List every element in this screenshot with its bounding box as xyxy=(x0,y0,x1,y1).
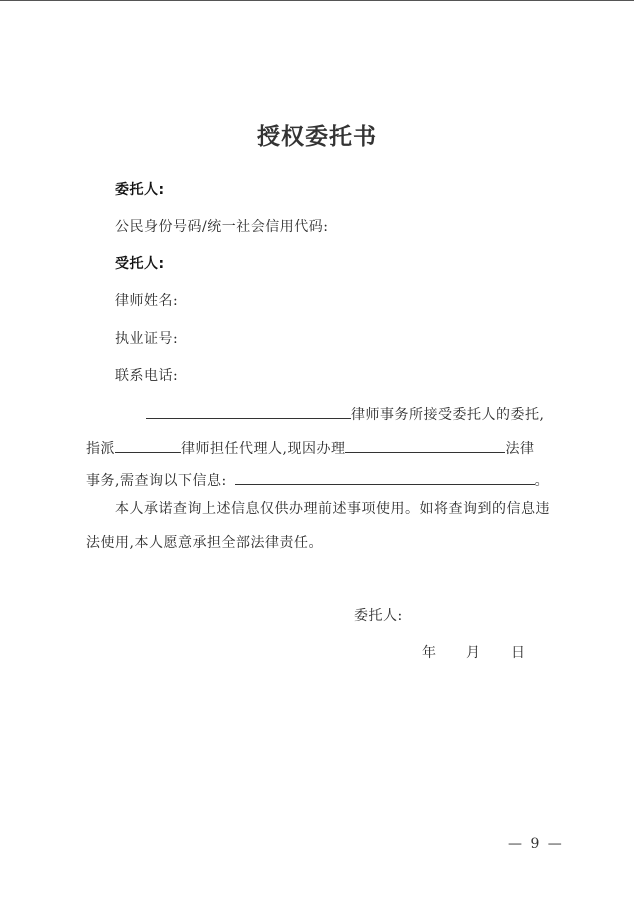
page-number: — 9 — xyxy=(508,836,564,852)
id-number-label: 公民身份号码/统一社会信用代码: xyxy=(115,219,329,235)
query-info-blank xyxy=(235,469,535,485)
paragraph2-line1: 本人承诺查询上述信息仅供办理前述事项使用。如将查询到的信息违 xyxy=(115,501,550,517)
paragraph1-text1: 律师事务所接受委托人的委托, xyxy=(351,407,545,423)
agent-label: 受托人: xyxy=(115,256,165,272)
license-number-label: 执业证号: xyxy=(115,331,179,347)
paragraph1-text2: 指派 xyxy=(86,441,115,457)
top-border-line xyxy=(0,0,634,1)
paragraph1-line2 xyxy=(86,437,534,459)
paragraph1-text5: 事务,需查询以下信息: xyxy=(86,473,227,489)
paragraph1-end: 。 xyxy=(534,473,550,489)
paragraph1-text3: 律师担任代理人,现因办理 xyxy=(181,441,346,457)
paragraph2-line2: 法使用,本人愿意承担全部法律责任。 xyxy=(86,535,323,551)
paragraph1-text4: 法律 xyxy=(505,441,535,457)
law-firm-blank xyxy=(146,403,351,419)
phone-label: 联系电话: xyxy=(115,368,179,384)
matter-blank xyxy=(345,437,505,453)
date-year: 年 xyxy=(422,645,437,661)
paragraph1-line1 xyxy=(146,403,544,425)
date-month: 月 xyxy=(466,645,481,661)
paragraph1-line3 xyxy=(86,469,549,491)
lawyer-blank xyxy=(115,437,181,453)
lawyer-name-label: 律师姓名: xyxy=(115,293,179,309)
date-day: 日 xyxy=(511,645,526,661)
signature-label: 委托人: xyxy=(354,608,403,624)
principal-label: 委托人: xyxy=(115,182,165,198)
document-title: 授权委托书 xyxy=(257,123,377,150)
